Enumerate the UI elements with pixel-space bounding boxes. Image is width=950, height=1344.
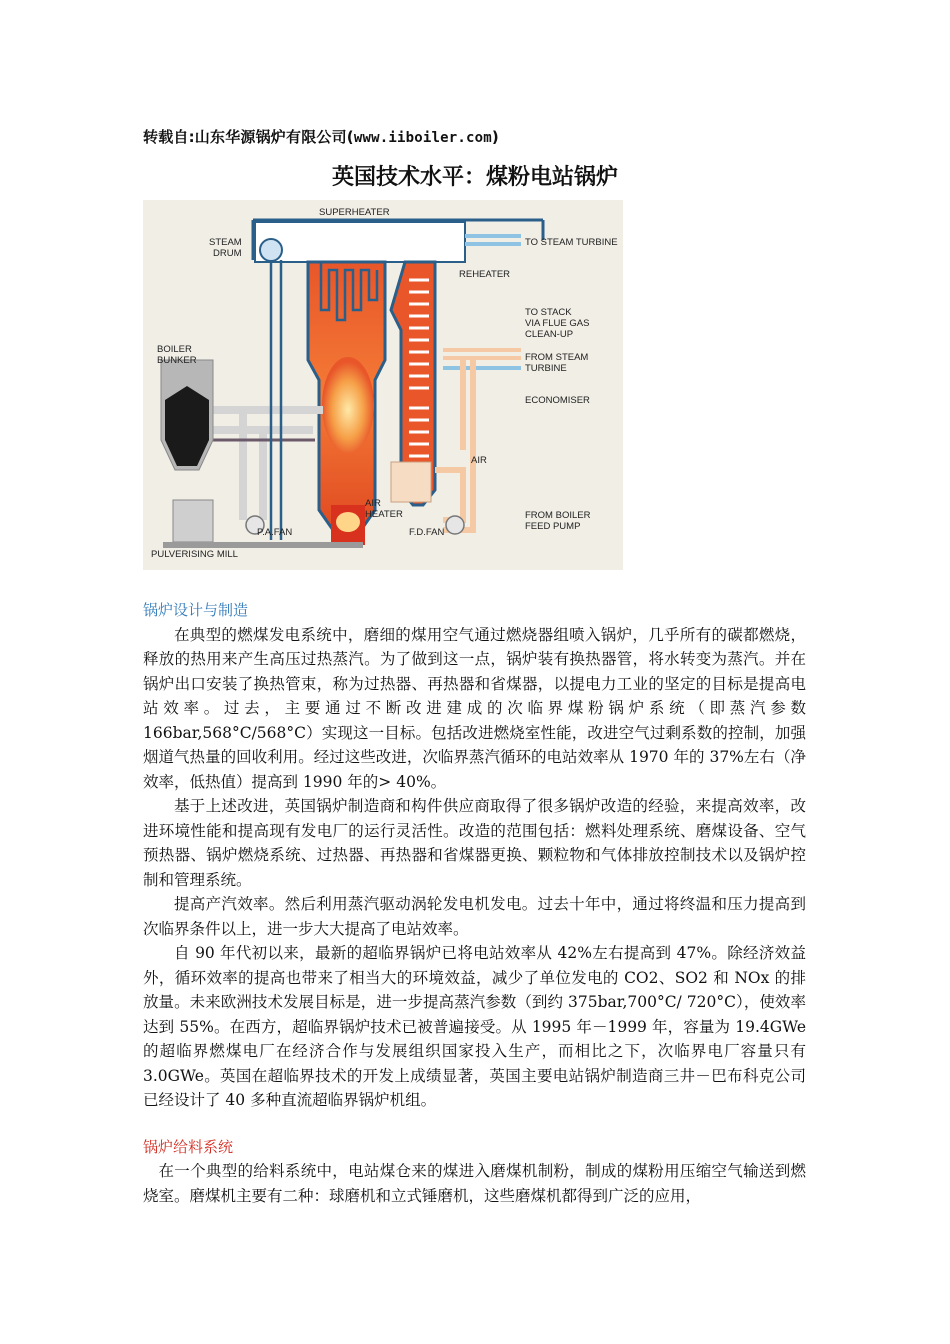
source-prefix: 转载自:山东华源锅炉有限公司( <box>143 128 354 146</box>
label-steam-drum-1: STEAM <box>209 237 242 248</box>
source-line <box>143 126 499 147</box>
label-pulverising-mill: PULVERISING MILL <box>151 549 238 560</box>
label-from-steam-turbine-1: FROM STEAM <box>525 352 589 363</box>
label-from-boiler-feed-pump-2: FEED PUMP <box>525 521 581 532</box>
label-boiler-bunker-2: BUNKER <box>157 355 197 366</box>
fire-core <box>322 357 374 453</box>
paragraph: 在典型的燃煤发电系统中，磨细的煤用空气通过燃烧器组喷入锅炉，几乎所有的碳都燃烧，释放的热用来产生高压过热蒸汽。为了做到这一点，锅炉装有换热器管，将水转变为蒸汽。并在锅炉出口安装了换热管束，称为过热器、再热器和省煤器，以提电力工业的坚定的目标是提高电站效率。过去，主要通过不断改进建成的次临界煤粉锅炉系统（即蒸汽参数 166bar,568°C/568°C）实现这一目标。包括改进燃烧室性能，改进空气过剩系数的控制，加强烟道气热量的回收利用。经过这些改进，次临界蒸汽循环的电站效率从 1970 年的 37%左右（净效率，低热值）提高到 1990 年的> 40%。 <box>143 625 806 791</box>
document-title: 英国技术水平：煤粉电站锅炉 <box>331 165 618 190</box>
label-air: AIR <box>471 455 487 466</box>
label-superheater: SUPERHEATER <box>319 207 390 218</box>
label-to-stack-3: CLEAN-UP <box>525 329 574 340</box>
label-from-boiler-feed-pump-1: FROM BOILER <box>525 510 591 521</box>
pa-duct <box>203 410 323 520</box>
label-air-heater-2: HEATER <box>365 509 403 520</box>
flue-gas-pipe <box>443 350 521 358</box>
section-heading-design: 锅炉设计与制造 <box>143 601 249 619</box>
paragraph: 在一个典型的给料系统中，电站煤仓来的煤进入磨煤机制粉，制成的煤粉用压缩空气输送到燃烧室。磨煤机主要有二种：球磨机和立式锤磨机，这些磨煤机都得到广泛的应用， <box>143 1162 806 1205</box>
label-to-stack-1: TO STACK <box>525 307 572 318</box>
section-heading-feed: 锅炉给料系统 <box>143 1137 234 1156</box>
steam-pipe-out <box>465 236 521 244</box>
label-steam-drum-2: DRUM <box>213 248 242 259</box>
label-reheater: REHEATER <box>459 269 511 280</box>
air-heater <box>391 462 431 502</box>
label-economiser: ECONOMISER <box>525 395 590 406</box>
source-url: www.iiboiler.com <box>353 130 492 146</box>
downcomer <box>271 260 281 540</box>
steam-drum <box>260 239 282 261</box>
pulverising-mill <box>173 500 213 542</box>
label-air-heater-1: AIR <box>365 498 381 509</box>
label-fd-fan: F.D.FAN <box>409 527 445 538</box>
superheater-box <box>255 222 465 262</box>
paragraph: 基于上述改进，英国锅炉制造商和构件供应商取得了很多锅炉改造的经验，来提高效率，改进环境性能和提高现有发电厂的运行灵活性。改造的范围包括：燃料处理系统、磨煤设备、空气预热器、锅炉燃烧系统、过热器、再热器和省煤器更换、颗粒物和气体排放控制技术以及锅炉控制和管理系统。 <box>143 797 806 889</box>
label-to-steam-turbine: TO STEAM TURBINE <box>525 237 618 248</box>
label-from-steam-turbine-2: TURBINE <box>525 363 567 374</box>
fd-fan <box>446 516 464 534</box>
source-suffix: ) <box>491 128 499 146</box>
air-duct <box>435 360 473 530</box>
spacer <box>143 1113 806 1135</box>
boiler-diagram <box>143 200 623 570</box>
document-body <box>143 598 806 1208</box>
label-to-stack-2: VIA FLUE GAS <box>525 318 590 329</box>
paragraph: 提高产汽效率。然后利用蒸汽驱动涡轮发电机发电。过去十年中，通过将终温和压力提高到次临界条件以上，进一步大大提高了电站效率。 <box>143 895 806 938</box>
label-pa-fan: P.A.FAN <box>257 527 293 538</box>
boiler-diagram-svg <box>143 200 623 570</box>
label-boiler-bunker-1: BOILER <box>157 344 192 355</box>
paragraph: 自 90 年代初以来，最新的超临界锅炉已将电站效率从 42%左右提高到 47%。除经济效益外，循环效率的提高也带来了相当大的环境效益，减少了单位发电的 CO2、SO2 和 NOx 的排放量。未来欧洲技术发展目标是，进一步提高蒸汽参数（到约 375bar,700°C/ 720°C），使效率达到 55%。在西方，超临界锅炉技术已被普遍接受。从 1995 年－1999 年，容量为 19.4GWe 的超临界燃煤电厂在经济合作与发展组织国家投入生产，而相比之下，次临界电厂容量只有 3.0GWe。英国在超临界技术的开发上成绩显著，英国主要电站锅炉制造商三井－巴布科克公司已经设计了 40 多种直流超临界锅炉机组。 <box>143 944 806 1109</box>
